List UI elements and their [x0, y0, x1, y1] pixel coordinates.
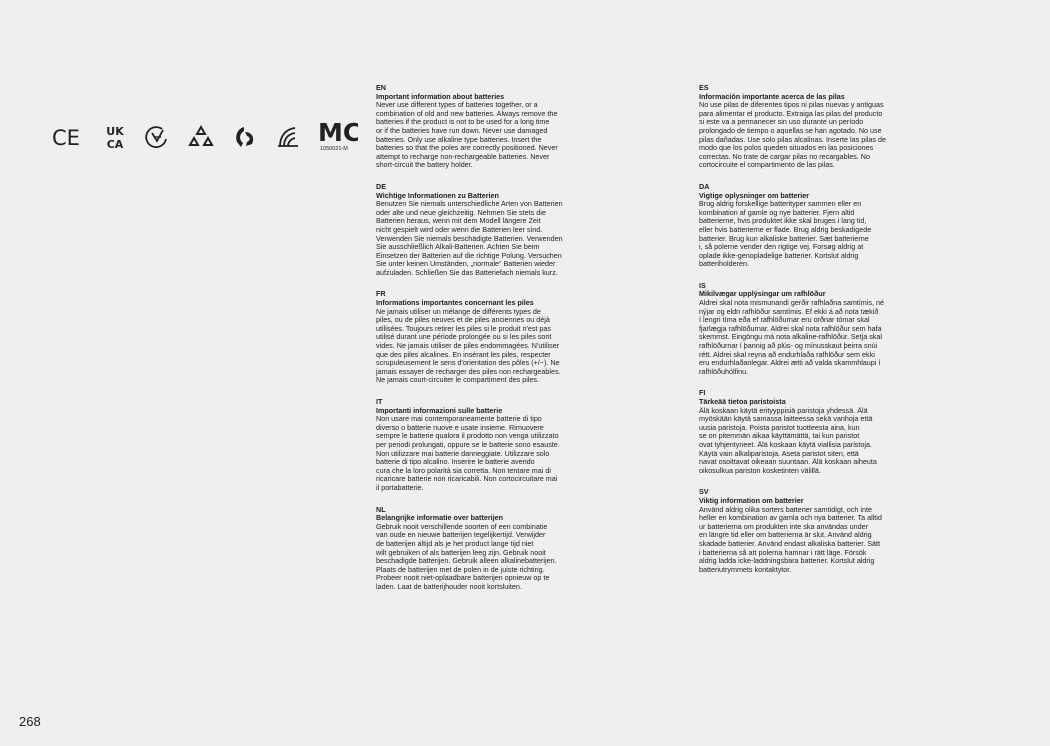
- section-body: Aldrei skal nota mismunandi gerðir rafhlaðna samtímis, né nýjar og eldri rafhlöður samtímis. Ef ekki á að nota tækið í lengri tíma eða ef rafhlöðurnar eru orðnar tómar skal fjarlægja rafhlöðurnar. Aldrei skal nota rafhlöður sem hafa skemmst. Eingöngu má nota alkaline-rafhlöður. Setja skal rafhlöðurnar í þannig að plús- og mínusskaut þeirra snúi rétt. Aldrei skal reyna að endurhlaða rafhlöður sem ekki eru endurhlaðanlegar. Aldrei ætti að valda skammhlaupi í rafhlöðuhólfinu.: [699, 298, 884, 376]
- svg-text:CA: CA: [106, 138, 124, 150]
- language-code: ES: [699, 83, 709, 92]
- page-number: 268: [19, 714, 41, 729]
- section-title: Wichtige Informationen zu Batterien: [376, 190, 499, 200]
- section-body: Gebruik nooit verschillende soorten of een combinatie van oude en nieuwe batterijen tegelijkertijd. Verwijder de batterijen altijd als je het product lange tijd niet wilt gebruiken of als batterijen leeg zijn. Gebruik nooit beschadigde batterijen. Gebruik alleen alkalinebatterijen. Plaats de batterijen met de polen in de juiste richting. Probeer nooit niet-oplaadbare batterijen opnieuw op te laden. Laat de batterijhouder nooit kortsluiten.: [376, 521, 557, 591]
- section-sv: [699, 488, 935, 574]
- language-code: NL: [376, 504, 386, 514]
- section-is: [699, 282, 935, 377]
- section-title: Mikilvægar upplýsingar um rafhlöður: [699, 289, 826, 299]
- section-en: [376, 84, 612, 170]
- ce-mark-icon: [52, 125, 86, 149]
- language-code: SV: [699, 487, 709, 497]
- section-it: [376, 398, 612, 493]
- section-body: Använd aldrig olika sorters batterier samtidigt, och inte heller en kombination av gamla och nya batterier. Ta alltid ur batterierna om produkten inte ska användas under en längre tid eller om batterierna är slut. Använd aldrig skadade batterier. Använd endast alkaliska batterier. Sätt i batterierna så att polerna hamnar i rätt läge. Försök aldrig ladda icke-laddningsbara batterier. Kortslut aldrig batteriutrymmets kontaktytor.: [699, 504, 882, 574]
- language-code: FR: [376, 289, 386, 299]
- section-title: Vigtige oplysninger om batterier: [699, 190, 810, 200]
- section-es: [699, 84, 935, 170]
- section-nl: [376, 506, 612, 592]
- section-fr: [376, 290, 612, 385]
- recycle-leaf-icon: [232, 124, 258, 150]
- language-code: DE: [376, 181, 386, 191]
- section-title: Importanti informazioni sulle batterie: [376, 405, 503, 415]
- language-code: IT: [376, 397, 383, 406]
- language-code: DA: [699, 181, 710, 191]
- language-code: IS: [699, 280, 706, 290]
- section-body: Benutzen Sie niemals unterschiedliche Arten von Batterien oder alte und neue gleichzeitig. Nehmen Sie stets die Batterien heraus, wenn mit dem Modell längere Zeit nicht gespielt wird oder wenn die Batterien leer sind. Verwenden Sie niemals beschädigte Batterien. Verwenden Sie ausschließlich Alkali-Batterien. Achten Sie beim Einsetzen der Batterien auf die richtige Polung. Versuchen Sie unter keinen Umständen, „normale“ Batterien wieder aufzuladen. Schließen Sie das Batteriefach niemals kurz.: [376, 199, 563, 277]
- section-da: [699, 183, 935, 269]
- section-title: Belangrijke informatie over batterijen: [376, 513, 504, 523]
- battery-disposal-check-icon: [144, 124, 170, 150]
- section-body: No use pilas de diferentes tipos ni pilas nuevas y antiguas para alimentar el producto. Extraiga las pilas del producto si este va a permanecer sin uso durante un período prolongado de tiempo o aquellas se han agotado. No use pilas dañadas. Use solo pilas alcalinas. Inserte las pilas de modo que los polos queden situados en las posiciones correctas. No trate de cargar pilas no recargables. No cortocircuite el compartimento de las pilas.: [699, 100, 886, 170]
- language-code: EN: [376, 83, 386, 92]
- section-title: Tärkeää tietoa paristoista: [699, 397, 786, 406]
- section-title: Viktig information om batterier: [699, 495, 804, 505]
- language-code: FI: [699, 388, 706, 398]
- left-column: [376, 84, 612, 604]
- section-fi: [699, 389, 935, 475]
- section-title: Important information about batteries: [376, 91, 505, 101]
- section-body: Non usare mai contemporaneamente batterie di tipo diverso o batterie nuove e usate insieme. Rimuovere sempre le batterie qualora il prodotto non venga utilizzato per periodi prolungati, oppure se le batterie sono esauste. Non utilizzare mai batterie danneggiate. Utilizzare solo batterie di tipo alcalino. Inserire le batterie avendo cura che la loro polarità sia corretta. Non tentare mai di ricaricare batterie non ricaricabili. Non cortocircuitare mai il portabatterie.: [376, 414, 560, 492]
- mc-code: 1050021-M: [320, 146, 348, 152]
- svg-text:UK: UK: [106, 125, 124, 138]
- section-body: Never use different types of batteries together, or a combination of old and new batteries. Always remove the batteries if the product is not to be used for a long time or if the batteries have run down. Never use damaged batteries. Only use alkaline type batteries. Insert the batteries so that the poles are correctly positioned. Never attempt to recharge non-rechargeable batteries. Never short-circuit the battery holder.: [376, 100, 558, 170]
- svg-text:CE: CE: [52, 126, 80, 149]
- right-column: [699, 84, 935, 587]
- ukca-mark-icon: [104, 124, 126, 150]
- section-body: Brug aldrig forskellige batterityper sammen eller en kombination af gamle og nye batterier. Fjern altid batterierne, hvis produktet ikke skal bruges i lang tid, eller hvis batterierne er flade. Brug aldrig beskadigede batterier. Brug kun alkaliske batterier. Sæt batterierne i, så polerne vender den rigtige vej. Forsøg aldrig at oplade ikke-genopladelige batterier. Kortslut aldrig batteriholderen.: [699, 199, 872, 269]
- recycle-triangle-icon: [188, 124, 214, 150]
- sound-wave-icon: [276, 124, 300, 150]
- svg-text:MC: MC: [318, 118, 358, 144]
- section-body: Älä koskaan käytä erityyppisiä paristoja yhdessä. Älä myöskään käytä samassa laitteessa sekä vanhoja että uusia paristoja. Poista paristot tuotteesta aina, kun se on pitemmän aikaa käyttämättä, tai kun paristot ovat tyhjentyneet. Älä koskaan käytä viallisia paristoja. Käytä vain alkaliparistoja. Aseta paristot siten, että navat osoittavat oikeaan suuntaan. Älä koskaan aiheuta oikosulkua pariston kosketinten välillä.: [699, 405, 877, 475]
- compliance-marks: [52, 118, 358, 156]
- section-body: Ne jamais utiliser un mélange de différents types de piles, ou de piles neuves et de piles anciennes ou déjà utilisées. Toujours retirer les piles si le produit n'est pas utilisé durant une période prolongée ou si les piles sont vides. Ne jamais utiliser de piles endommagées. N'utiliser que des piles alcalines. En insérant les piles, respecter scrupuleusement le sens d'orientation des pôles (+/−). Ne jamais essayer de recharger des piles non rechargeables. Ne jamais court-circuiter le compartiment des piles.: [376, 306, 561, 385]
- section-title: Informations importantes concernant les piles: [376, 298, 534, 308]
- section-de: [376, 183, 612, 278]
- section-title: Información importante acerca de las pilas: [699, 91, 845, 101]
- mc-mark-icon: [318, 118, 358, 156]
